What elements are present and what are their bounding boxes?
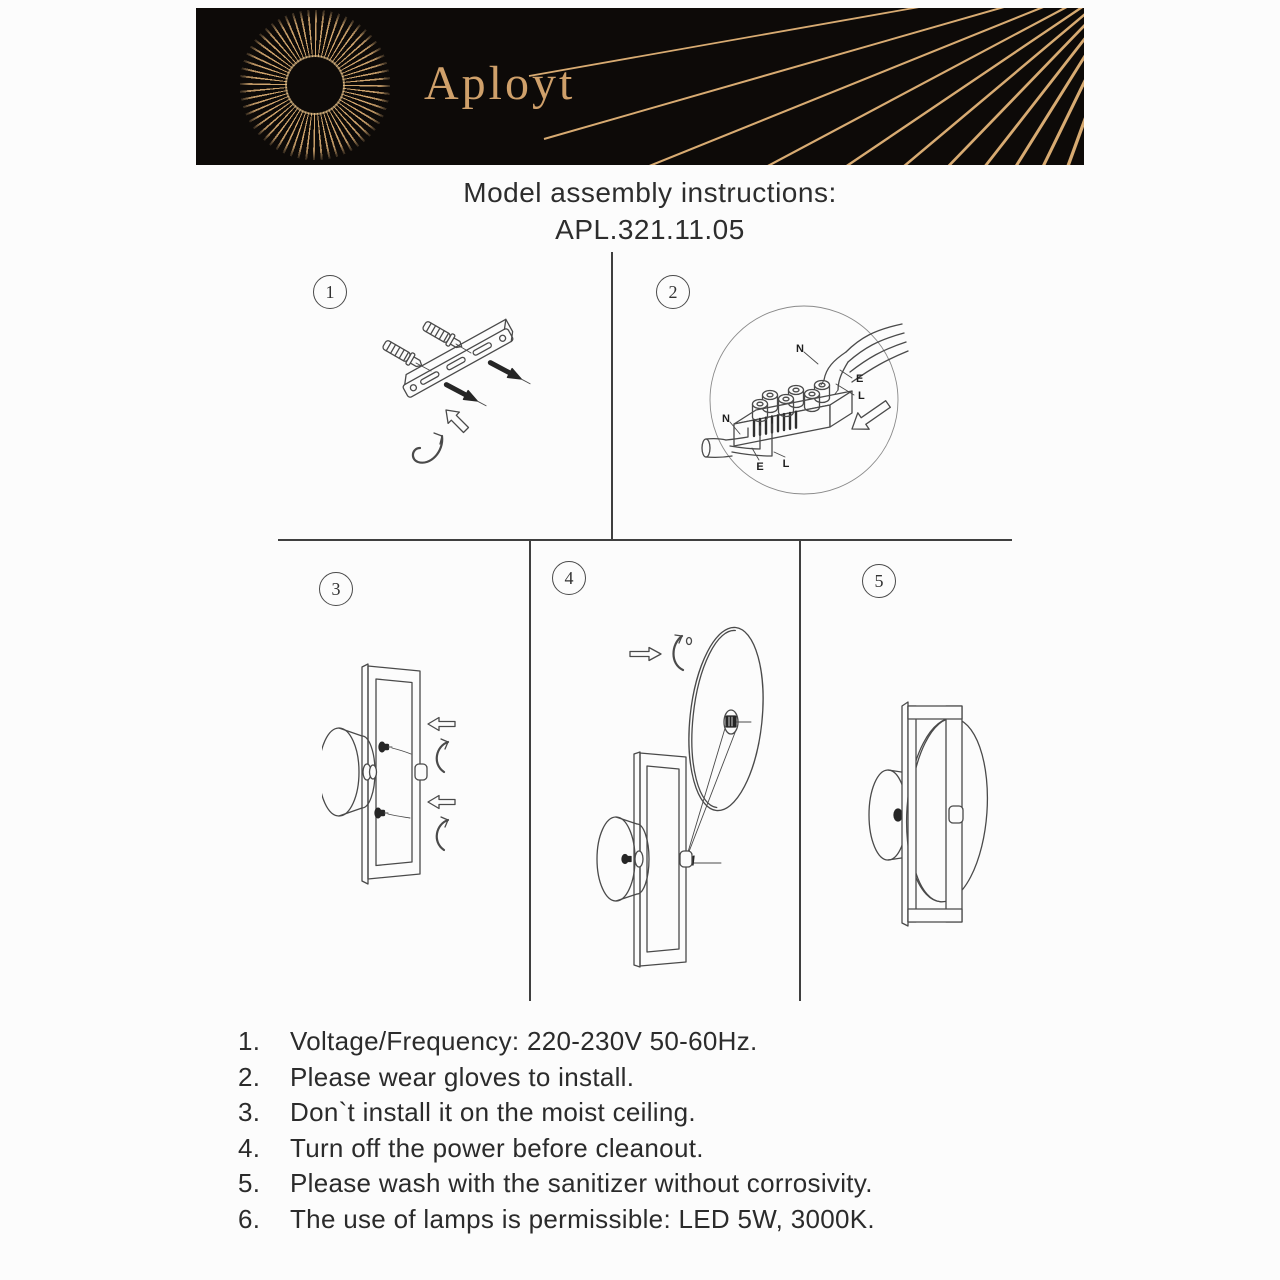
rotate-arrow-icon	[674, 635, 692, 670]
wall-anchor-icon	[421, 319, 465, 352]
screw-icon	[379, 742, 392, 752]
rotate-arrow-icon	[413, 433, 442, 463]
instruction-number: 1.	[238, 1026, 261, 1056]
frame-knob	[680, 851, 692, 867]
wall-canopy	[597, 817, 649, 901]
divider-bottom-left-vertical	[529, 539, 531, 1001]
screw-icon	[444, 380, 488, 410]
direction-arrow-icon	[428, 718, 455, 731]
step-number: 1	[325, 281, 335, 302]
step2-wiring-drawing	[696, 296, 916, 511]
instruction-number: 3.	[238, 1097, 261, 1127]
step-badge-5	[862, 564, 896, 598]
title-block	[10, 174, 1280, 248]
step1-bracket-drawing	[368, 310, 588, 485]
step3-fix-frame-drawing	[322, 650, 462, 900]
step-number: 3	[331, 578, 341, 599]
wire-label-earth: E	[856, 373, 864, 385]
frame-knob	[415, 764, 427, 780]
starburst-core	[287, 57, 343, 113]
instruction-number: 2.	[238, 1061, 261, 1092]
instruction-number: 6.	[238, 1203, 261, 1234]
brand-name: Aployt	[424, 57, 576, 110]
screw-icon	[488, 358, 532, 388]
wire-label-live: L	[782, 458, 790, 470]
divider-horizontal	[278, 539, 1012, 541]
step-badge-1	[313, 275, 347, 309]
frame-knob	[949, 806, 963, 823]
instruction-item	[238, 1166, 1138, 1202]
step-number: 5	[874, 570, 884, 591]
step4-attach-disc-drawing	[585, 622, 805, 982]
wall-anchor-icon	[381, 338, 425, 371]
instruction-text: Don`t install it on the moist ceiling.	[290, 1097, 696, 1127]
step5-assembled-lamp-drawing	[850, 685, 1000, 945]
instruction-number: 4.	[238, 1132, 261, 1163]
step-badge-4	[552, 561, 586, 595]
step-badge-3	[319, 572, 353, 606]
direction-arrow-icon	[446, 410, 469, 433]
instruction-item	[238, 1131, 1138, 1167]
wire-label-neutral: N	[722, 413, 730, 425]
wire-label-live: L	[858, 390, 865, 402]
instruction-number: 5.	[238, 1168, 261, 1198]
instruction-item	[238, 1024, 1138, 1060]
instruction-text: Turn off the power before cleanout.	[290, 1132, 704, 1163]
brand-banner	[196, 8, 1084, 165]
wall-canopy	[322, 728, 377, 816]
instruction-text: Please wash with the sanitizer without corrosivity.	[290, 1168, 873, 1198]
page-title: Model assembly instructions:	[463, 177, 837, 208]
rotate-arrow-icon	[437, 739, 448, 772]
direction-arrow-icon	[852, 401, 890, 430]
instruction-item	[238, 1060, 1138, 1096]
direction-arrow-icon	[428, 796, 455, 809]
step-badge-2	[656, 275, 690, 309]
instructions-list	[238, 1024, 1138, 1237]
screw-icon	[375, 808, 388, 818]
model-number: APL.321.11.05	[555, 214, 745, 245]
terminal-block	[734, 381, 852, 447]
instruction-text: The use of lamps is permissible: LED 5W, 3000K.	[290, 1203, 875, 1234]
direction-arrow-icon	[630, 648, 661, 661]
wire-label-neutral: N	[796, 343, 804, 355]
divider-top-vertical	[611, 252, 613, 540]
rotate-arrow-icon	[437, 817, 448, 850]
step-number: 4	[564, 567, 574, 588]
instruction-item	[238, 1095, 1138, 1131]
instruction-item	[238, 1202, 1138, 1238]
instruction-text: Please wear gloves to install.	[290, 1061, 635, 1092]
wire-label-earth: E	[756, 461, 764, 473]
instruction-text: Voltage/Frequency: 220-230V 50-60Hz.	[290, 1026, 758, 1056]
step-number: 2	[668, 281, 678, 302]
